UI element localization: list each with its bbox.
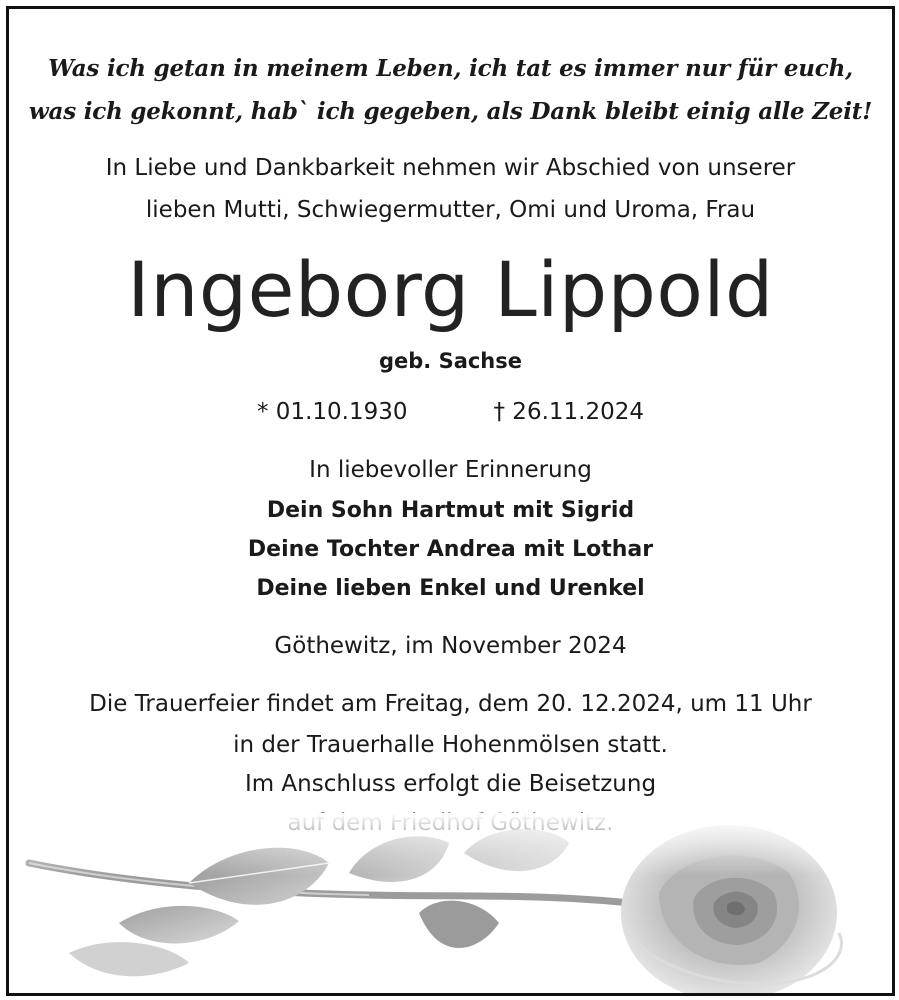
mourner-line: Dein Sohn Hartmut mit Sigrid — [266, 498, 635, 523]
rose-illustration — [9, 813, 892, 993]
mourner-line: Deine lieben Enkel und Urenkel — [256, 576, 645, 601]
death-date: † 26.11.2024 — [493, 399, 644, 425]
motto-line-1: Was ich getan in meinem Leben, ich tat es immer nur für euch, — [48, 55, 853, 82]
mourner-line: Deine Tochter Andrea mit Lothar — [247, 537, 654, 562]
mourners-heading: In liebevoller Erinnerung — [309, 457, 592, 483]
service-line: Die Trauerfeier findet am Freitag, dem 20. 12.2024, um 11 Uhr — [89, 691, 812, 717]
maiden-name: geb. Sachse — [378, 349, 523, 373]
intro-line-2: lieben Mutti, Schwiegermutter, Omi und Uroma, Frau — [145, 197, 756, 223]
birth-date: * 01.10.1930 — [257, 399, 408, 425]
service-line: in der Trauerhalle Hohenmölsen statt. — [233, 732, 668, 758]
motto-line-2: was ich gekonnt, hab` ich gegeben, als Dank bleibt einig alle Zeit! — [28, 98, 873, 125]
service-line: Im Anschluss erfolgt die Beisetzung — [244, 771, 657, 797]
deceased-name: Ingeborg Lippold — [127, 245, 774, 334]
place-and-date: Göthewitz, im November 2024 — [274, 633, 627, 659]
life-dates — [9, 399, 892, 425]
intro-line-1: In Liebe und Dankbarkeit nehmen wir Abschied von unserer — [105, 155, 796, 181]
obituary-notice — [6, 6, 895, 996]
